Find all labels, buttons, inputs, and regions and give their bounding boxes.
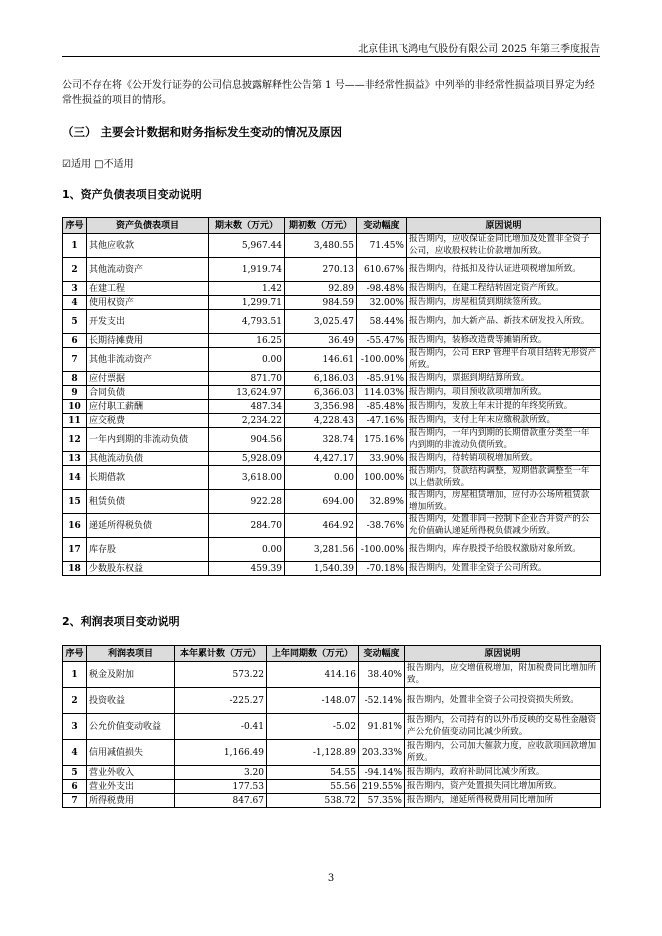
row-number: 1 <box>63 234 87 258</box>
value-prior: 694.00 <box>285 490 357 514</box>
column-header: 期末数（万元） <box>209 218 285 234</box>
value-prior: 328.74 <box>285 428 357 452</box>
reason-text: 报告期内，公司 ERP 管理平台项目结转无形资产所致。 <box>407 348 601 372</box>
value-current: 1.42 <box>209 282 285 296</box>
row-number: 17 <box>63 538 87 562</box>
table-row <box>63 372 601 386</box>
value-current: 3,618.00 <box>209 466 285 490</box>
item-name: 长期待摊费用 <box>87 334 209 348</box>
table-row <box>63 490 601 514</box>
income-statement-title: 2、利润表项目变动说明 <box>62 615 180 628</box>
value-prior: 4,427.17 <box>285 452 357 466</box>
change-rate: -100.00% <box>357 538 407 562</box>
value-prior: -1,128.89 <box>267 740 359 766</box>
reason-text: 报告期内，加大新产品、新技术研发投入所致。 <box>407 310 601 334</box>
value-current: 904.56 <box>209 428 285 452</box>
row-number: 3 <box>63 282 87 296</box>
change-rate: 219.55% <box>359 780 405 794</box>
value-prior: -148.07 <box>267 688 359 714</box>
reason-text: 报告期内，待抵扣及待认证进项税增加所致。 <box>407 258 601 282</box>
reason-text: 报告期内，资产处置损失同比增加所致。 <box>405 780 601 794</box>
column-header: 资产负债表项目 <box>87 218 209 234</box>
column-header: 序号 <box>63 646 87 662</box>
item-name: 其他应收款 <box>87 234 209 258</box>
row-number: 11 <box>63 414 87 428</box>
value-prior: -5.02 <box>267 714 359 740</box>
change-rate: 114.03% <box>357 386 407 400</box>
table-row <box>63 780 601 794</box>
balance-sheet-table <box>62 217 601 576</box>
row-number: 4 <box>63 296 87 310</box>
change-rate: 32.00% <box>357 296 407 310</box>
value-current: 1,166.49 <box>175 740 267 766</box>
table-row <box>63 452 601 466</box>
table-row <box>63 562 601 576</box>
value-current: 573.22 <box>175 662 267 688</box>
value-current: 16.25 <box>209 334 285 348</box>
value-prior: 4,228.43 <box>285 414 357 428</box>
reason-text: 报告期内，在建工程结转固定资产所致。 <box>407 282 601 296</box>
table-row <box>63 794 601 808</box>
value-current: 871.70 <box>209 372 285 386</box>
value-current: 0.00 <box>209 538 285 562</box>
table-row <box>63 688 601 714</box>
value-current: 0.00 <box>209 348 285 372</box>
value-current: 13,624.97 <box>209 386 285 400</box>
table-row <box>63 334 601 348</box>
change-rate: 91.81% <box>359 714 405 740</box>
table-row <box>63 766 601 780</box>
item-name: 开发支出 <box>87 310 209 334</box>
reason-text: 报告期内，公司加大催款力度，应收款项回款增加所致。 <box>405 740 601 766</box>
row-number: 6 <box>63 780 87 794</box>
balance-sheet-title: 1、资产负债表项目变动说明 <box>62 188 202 201</box>
item-name: 使用权资产 <box>87 296 209 310</box>
row-number: 6 <box>63 334 87 348</box>
row-number: 15 <box>63 490 87 514</box>
table-row <box>63 258 601 282</box>
page-header: 北京佳讯飞鸿电气股份有限公司 2025 年第三季度报告 <box>358 44 600 55</box>
row-number: 10 <box>63 400 87 414</box>
table-row <box>63 466 601 490</box>
change-rate: 32.89% <box>357 490 407 514</box>
row-number: 14 <box>63 466 87 490</box>
row-number: 1 <box>63 662 87 688</box>
value-current: 177.53 <box>175 780 267 794</box>
value-prior: 54.55 <box>267 766 359 780</box>
value-current: 5,967.44 <box>209 234 285 258</box>
change-rate: -98.48% <box>357 282 407 296</box>
row-number: 12 <box>63 428 87 452</box>
value-current: -225.27 <box>175 688 267 714</box>
reason-text: 报告期内，应收保证金同比增加及处置非全资子公司，应收股权转让价款增加所致。 <box>407 234 601 258</box>
item-name: 应付票据 <box>87 372 209 386</box>
column-header: 上年同期数（万元） <box>267 646 359 662</box>
column-header: 期初数（万元） <box>285 218 357 234</box>
row-number: 8 <box>63 372 87 386</box>
table-row <box>63 428 601 452</box>
item-name: 递延所得税负债 <box>87 514 209 538</box>
table-row <box>63 514 601 538</box>
value-current: 922.28 <box>209 490 285 514</box>
value-prior: 3,480.55 <box>285 234 357 258</box>
value-prior: 146.61 <box>285 348 357 372</box>
item-name: 库存股 <box>87 538 209 562</box>
change-rate: -100.00% <box>357 348 407 372</box>
item-name: 其他非流动资产 <box>87 348 209 372</box>
item-name: 在建工程 <box>87 282 209 296</box>
table-row <box>63 400 601 414</box>
applicability-line <box>62 155 134 170</box>
reason-text: 报告期内，处置非同一控制下企业合并资产的公允价值确认递延所得税负债减少所致。 <box>407 514 601 538</box>
row-number: 2 <box>63 258 87 282</box>
applicable-checkbox[interactable]: ☑适用 <box>62 159 91 170</box>
reason-text: 报告期内，贷款结构调整，短期借款调整至一年以上借款所致。 <box>407 466 601 490</box>
value-prior: 6,366.03 <box>285 386 357 400</box>
value-current: 487.34 <box>209 400 285 414</box>
value-prior: 984.59 <box>285 296 357 310</box>
page-number: 3 <box>327 873 335 884</box>
value-prior: 270.13 <box>285 258 357 282</box>
value-current: 4,793.51 <box>209 310 285 334</box>
table-row <box>63 296 601 310</box>
change-rate: 203.33% <box>359 740 405 766</box>
row-number: 4 <box>63 740 87 766</box>
item-name: 所得税费用 <box>87 794 175 808</box>
table-header-row <box>63 218 601 234</box>
item-name: 合同负债 <box>87 386 209 400</box>
value-current: 1,919.74 <box>209 258 285 282</box>
value-prior: 55.56 <box>267 780 359 794</box>
value-prior: 538.72 <box>267 794 359 808</box>
value-current: 847.67 <box>175 794 267 808</box>
value-current: 284.70 <box>209 514 285 538</box>
table-row <box>63 282 601 296</box>
item-name: 税金及附加 <box>87 662 175 688</box>
row-number: 7 <box>63 348 87 372</box>
not-applicable-checkbox[interactable]: □不适用 <box>94 159 134 170</box>
table-row <box>63 348 601 372</box>
reason-text: 报告期内，票据到期结算所致。 <box>407 372 601 386</box>
value-prior: 464.92 <box>285 514 357 538</box>
column-header: 原因说明 <box>407 218 601 234</box>
change-rate: -47.16% <box>357 414 407 428</box>
value-prior: 0.00 <box>285 466 357 490</box>
reason-text: 报告期内，发放上年末计提的年终奖所致。 <box>407 400 601 414</box>
table-header-row <box>63 646 601 662</box>
table-row <box>63 234 601 258</box>
column-header: 利润表项目 <box>87 646 175 662</box>
item-name: 公允价值变动收益 <box>87 714 175 740</box>
item-name: 投资收益 <box>87 688 175 714</box>
value-prior: 92.89 <box>285 282 357 296</box>
intro-paragraph: 公司不存在将《公开发行证券的公司信息披露解释性公告第 1 号——非经常性损益》中列举的非经常性损益项目界定为经常性损益的项目的情形。 <box>62 80 595 106</box>
column-header: 序号 <box>63 218 87 234</box>
item-name: 一年内到期的非流动负债 <box>87 428 209 452</box>
reason-text: 报告期内，递延所得税费用同比增加所 <box>405 794 601 808</box>
reason-text: 报告期内，应交增值税增加，附加税费同比增加所致。 <box>405 662 601 688</box>
header-divider <box>62 56 600 57</box>
value-current: 3.20 <box>175 766 267 780</box>
item-name: 少数股东权益 <box>87 562 209 576</box>
change-rate: -52.14% <box>359 688 405 714</box>
table-row <box>63 740 601 766</box>
reason-text: 报告期内，库存股授予给股权激励对象所致。 <box>407 538 601 562</box>
change-rate: 33.90% <box>357 452 407 466</box>
item-name: 其他流动负债 <box>87 452 209 466</box>
row-number: 16 <box>63 514 87 538</box>
table-row <box>63 414 601 428</box>
row-number: 3 <box>63 714 87 740</box>
change-rate: -85.48% <box>357 400 407 414</box>
row-number: 18 <box>63 562 87 576</box>
value-prior: 414.16 <box>267 662 359 688</box>
reason-text: 报告期内，房屋租赁到期续签所致。 <box>407 296 601 310</box>
change-rate: 58.44% <box>357 310 407 334</box>
row-number: 9 <box>63 386 87 400</box>
value-prior: 3,281.56 <box>285 538 357 562</box>
table-row <box>63 310 601 334</box>
reason-text: 报告期内，待转销项税增加所致。 <box>407 452 601 466</box>
item-name: 营业外支出 <box>87 780 175 794</box>
change-rate: -38.76% <box>357 514 407 538</box>
reason-text: 报告期内，处置非全资子公司投资损失所致。 <box>405 688 601 714</box>
table-row <box>63 538 601 562</box>
change-rate: 57.35% <box>359 794 405 808</box>
change-rate: 100.00% <box>357 466 407 490</box>
reason-text: 报告期内，一年内到期的长期借款重分类至一年内到期的非流动负债所致。 <box>407 428 601 452</box>
column-header: 原因说明 <box>405 646 601 662</box>
change-rate: -94.14% <box>359 766 405 780</box>
item-name: 信用减值损失 <box>87 740 175 766</box>
row-number: 13 <box>63 452 87 466</box>
table-row <box>63 714 601 740</box>
reason-text: 报告期内，装修改造费等摊销所致。 <box>407 334 601 348</box>
item-name: 应交税费 <box>87 414 209 428</box>
change-rate: 38.40% <box>359 662 405 688</box>
item-name: 应付职工薪酬 <box>87 400 209 414</box>
income-statement-table <box>62 645 601 808</box>
column-header: 本年累计数（万元） <box>175 646 267 662</box>
column-header: 变动幅度 <box>359 646 405 662</box>
reason-text: 报告期内，公司持有的以外币反映的交易性金融资产公允价值变动同比减少所致。 <box>405 714 601 740</box>
item-name: 租赁负债 <box>87 490 209 514</box>
change-rate: -70.18% <box>357 562 407 576</box>
value-prior: 36.49 <box>285 334 357 348</box>
change-rate: 71.45% <box>357 234 407 258</box>
table-row <box>63 386 601 400</box>
change-rate: -85.91% <box>357 372 407 386</box>
item-name: 长期借款 <box>87 466 209 490</box>
value-current: 5,928.09 <box>209 452 285 466</box>
value-current: -0.41 <box>175 714 267 740</box>
reason-text: 报告期内，项目预收款项增加所致。 <box>407 386 601 400</box>
section-title: （三） 主要会计数据和财务指标发生变动的情况及原因 <box>62 125 343 139</box>
reason-text: 报告期内，处置非全资子公司所致。 <box>407 562 601 576</box>
row-number: 5 <box>63 310 87 334</box>
row-number: 5 <box>63 766 87 780</box>
value-prior: 3,025.47 <box>285 310 357 334</box>
value-prior: 1,540.39 <box>285 562 357 576</box>
row-number: 7 <box>63 794 87 808</box>
value-prior: 3,356.98 <box>285 400 357 414</box>
reason-text: 报告期内，房屋租赁增加，应付办公场所租赁款增加所致。 <box>407 490 601 514</box>
change-rate: -55.47% <box>357 334 407 348</box>
value-current: 2,234.22 <box>209 414 285 428</box>
column-header: 变动幅度 <box>357 218 407 234</box>
value-current: 459.39 <box>209 562 285 576</box>
change-rate: 610.67% <box>357 258 407 282</box>
table-row <box>63 662 601 688</box>
item-name: 营业外收入 <box>87 766 175 780</box>
value-current: 1,299.71 <box>209 296 285 310</box>
change-rate: 175.16% <box>357 428 407 452</box>
row-number: 2 <box>63 688 87 714</box>
value-prior: 6,186.03 <box>285 372 357 386</box>
reason-text: 报告期内，支付上年末应缴税款所致。 <box>407 414 601 428</box>
item-name: 其他流动资产 <box>87 258 209 282</box>
reason-text: 报告期内，政府补助同比减少所致。 <box>405 766 601 780</box>
